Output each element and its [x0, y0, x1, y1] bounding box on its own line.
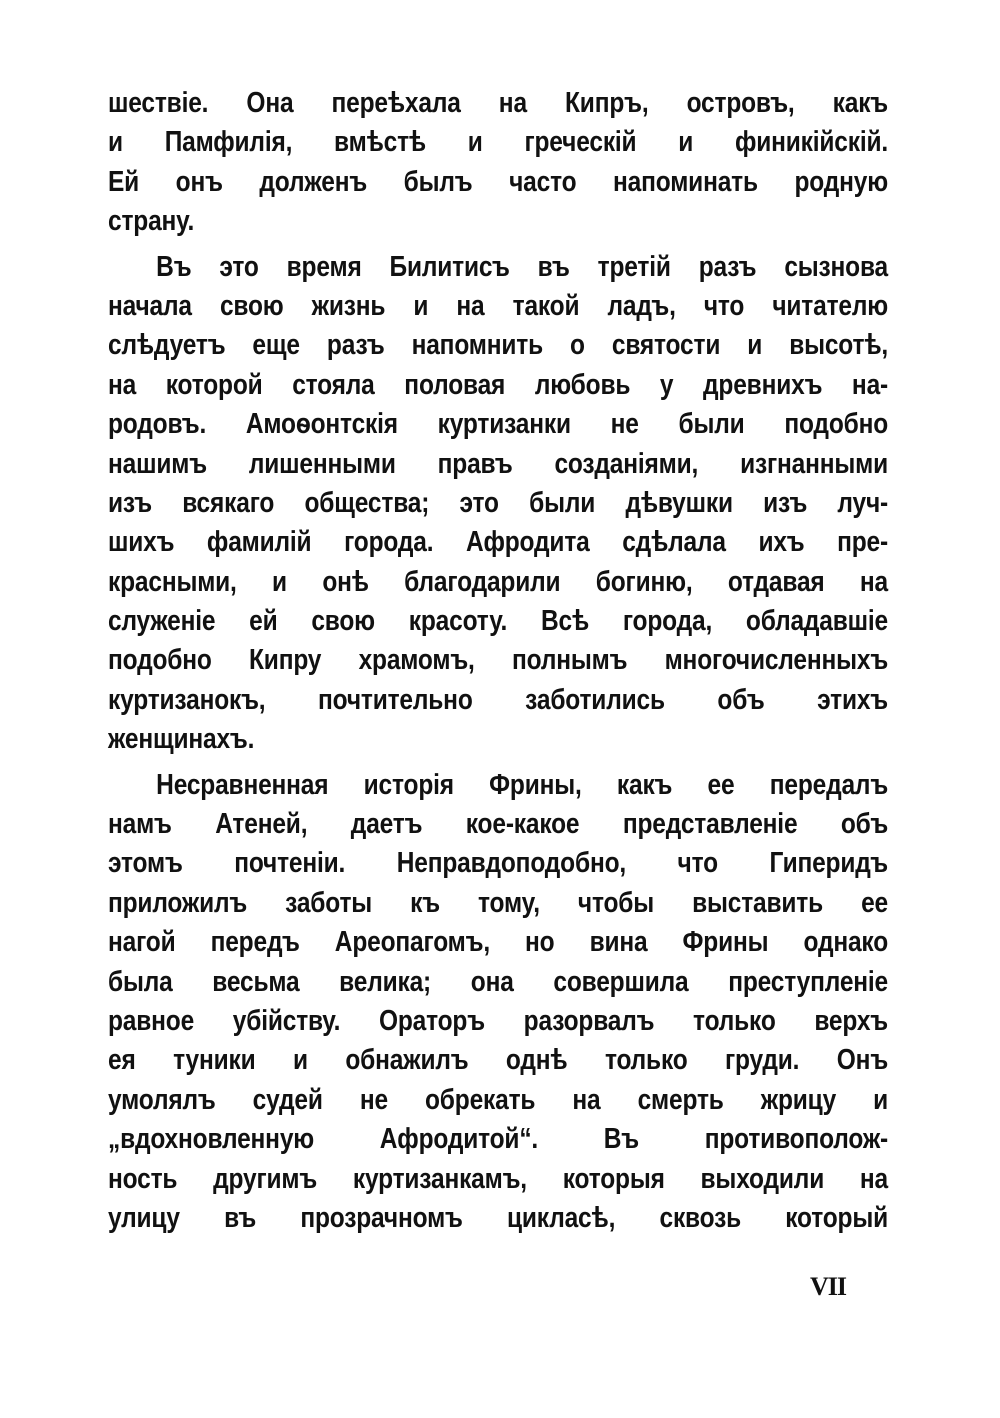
text-line: родовъ. Амоѳонтскія куртизанки не были подобно — [108, 408, 889, 441]
text-line: начала свою жизнь и на такой ладъ, что читателю — [108, 289, 889, 322]
page-number: VII — [810, 1272, 847, 1301]
text-line: нашимъ лишенными правъ созданіями, изгнанными — [108, 447, 889, 480]
text-line: Ей онъ долженъ былъ часто напоминать родную — [108, 165, 889, 198]
text-line: Несравненная исторія Фрины, какъ ее передалъ — [156, 768, 889, 801]
text-line: умолялъ судей не обрекать на смерть жрицу и — [108, 1083, 889, 1116]
text-line: на которой стояла половая любовь у древнихъ на- — [108, 368, 889, 401]
text-line: служеніе ей свою красоту. Всѣ города, обладавшіе — [108, 605, 889, 638]
text-line: и Памфилія, вмѣстѣ и греческій и финикійскій. — [108, 126, 889, 159]
text-line: шествіе. Она переѣхала на Кипръ, островъ, какъ — [108, 87, 889, 119]
text-line: подобно Кипру храмомъ, полнымъ многочисленныхъ — [108, 644, 889, 677]
page-text-block — [108, 84, 888, 1238]
text-line: Въ это время Билитисъ въ третій разъ сызнова — [156, 250, 889, 283]
paragraph-2 — [108, 248, 888, 760]
text-line: страну. — [108, 205, 195, 238]
paragraph-3 — [108, 766, 888, 1239]
text-line: ность другимъ куртизанкамъ, которыя выходили на — [108, 1162, 889, 1195]
text-line: нагой передъ Ареопагомъ, но вина Фрины однако — [108, 926, 889, 959]
text-line: этомъ почтеніи. Неправдоподобно, что Гиперидъ — [108, 847, 889, 880]
text-line: „вдохновленную Афродитой“. Въ противополож- — [108, 1123, 889, 1156]
text-line: слѣдуетъ еще разъ напомнить о святости и высотѣ, — [108, 329, 889, 362]
text-line: куртизанокъ, почтительно заботились объ этихъ — [108, 683, 889, 716]
text-line: шихъ фамилій города. Афродита сдѣлала ихъ пре- — [108, 526, 889, 559]
text-line: ея туники и обнажилъ однѣ только груди. Онъ — [108, 1044, 889, 1077]
text-line: женщинахъ. — [108, 723, 255, 756]
text-line: была весьма велика; она совершила преступленіе — [108, 965, 889, 998]
paragraph-1 — [108, 84, 888, 242]
text-line: равное убійству. Ораторъ разорвалъ только верхъ — [108, 1004, 889, 1037]
text-line: намъ Атеней, даетъ кое-какое представленіе объ — [108, 808, 889, 841]
text-line: изъ всякаго общества; это были дѣвушки изъ луч- — [108, 486, 889, 519]
text-line: приложилъ заботы къ тому, чтобы выставить ее — [108, 886, 889, 919]
text-line: красными, и онѣ благодарили богиню, отдавая на — [108, 565, 889, 598]
text-line: улицу въ прозрачномъ цикласѣ, сквозь который — [108, 1201, 889, 1234]
